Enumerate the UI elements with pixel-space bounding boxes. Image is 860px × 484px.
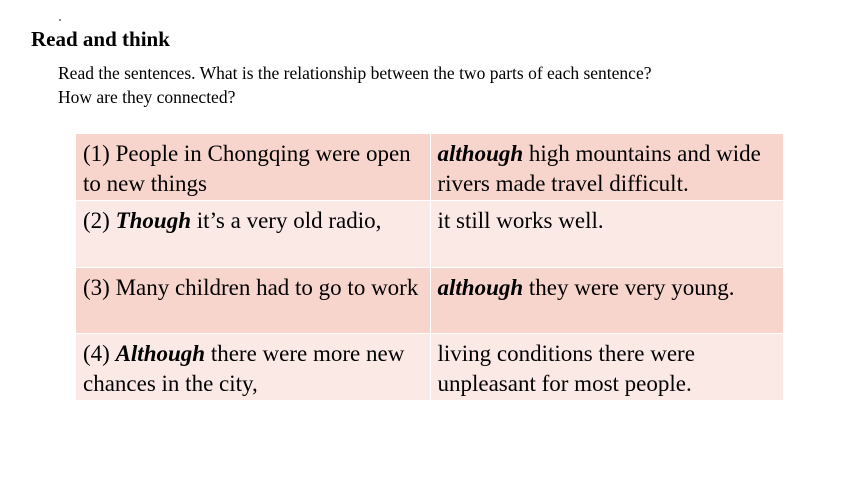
table-row [76, 267, 783, 334]
table-row [76, 134, 783, 201]
text: it’s a very old radio, [191, 208, 382, 233]
instructions [58, 61, 651, 109]
table-row [76, 201, 783, 268]
text: (3) Many children had to go to work [83, 274, 419, 300]
sentence-part-main [430, 201, 783, 268]
text: (1) People in Chongqing were open to new things [83, 141, 411, 196]
sentence-part-clause [430, 267, 783, 334]
instruction-line-2: How are they connected? [58, 87, 236, 107]
decorative-dot [59, 19, 61, 21]
text: they were very young. [523, 274, 735, 300]
table-row [76, 334, 783, 401]
conjunction: Though [115, 208, 192, 233]
sentence-part-clause [76, 334, 430, 401]
sentence-part-clause [430, 134, 783, 201]
instruction-line-1: Read the sentences. What is the relationship between the two parts of each sentence? [58, 63, 652, 83]
conjunction: Although [115, 341, 206, 366]
sentence-table [76, 134, 783, 401]
sentence-part-clause [76, 201, 430, 268]
text: (2) [83, 208, 116, 233]
sentence-part-main [76, 267, 430, 334]
conjunction: although [437, 141, 524, 166]
conjunction: although [437, 274, 524, 300]
text: there were more new chances in the city, [83, 341, 405, 396]
text: living conditions there were unpleasant for most people. [437, 341, 695, 396]
text: high mountains and wide rivers made travel difficult. [437, 141, 761, 196]
text: it still works well. [437, 208, 604, 233]
text: (4) [83, 341, 116, 366]
sentence-part-main [76, 134, 430, 201]
sentence-part-main [430, 334, 783, 401]
section-title: Read and think [31, 27, 170, 51]
